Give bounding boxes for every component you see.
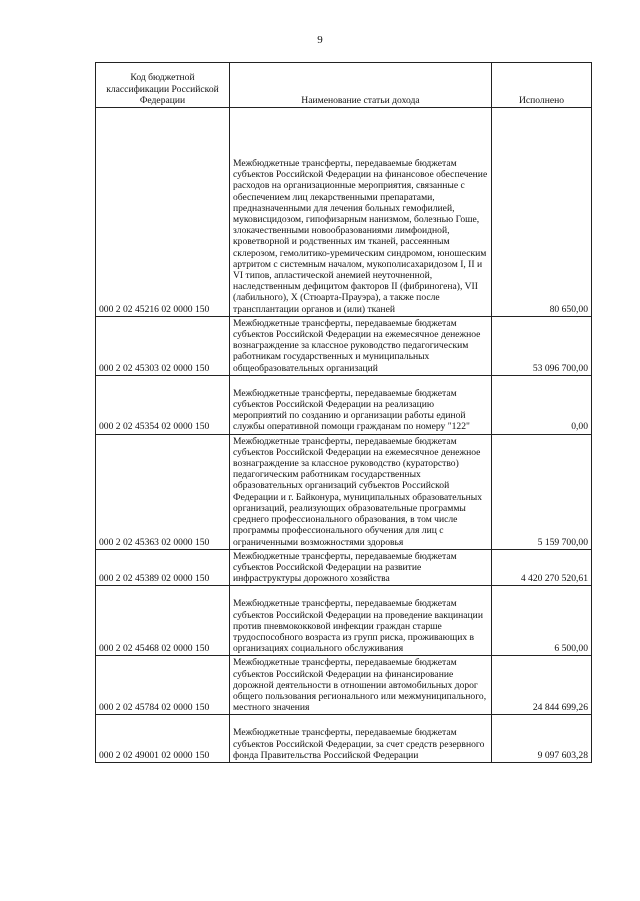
executed-amount: 9 097 603,28 [492,715,592,763]
executed-amount: 6 500,00 [492,586,592,656]
budget-code: 000 2 02 45363 02 0000 150 [96,434,230,549]
header-revenue-name: Наименование статьи дохода [230,63,492,108]
revenue-name: Межбюджетные трансферты, передаваемые бюджетам субъектов Российской Федерации на финансирование дорожной деятельности в отношении автомобильных дорог общего пользования регионального или межмуниципального, местного значения [230,656,492,715]
header-budget-code: Код бюджетной классификации Российской Федерации [96,63,230,108]
budget-code: 000 2 02 45216 02 0000 150 [96,108,230,317]
table-header-row [96,63,592,108]
revenue-name: Межбюджетные трансферты, передаваемые бюджетам субъектов Российской Федерации на проведение вакцинации против пневмококковой инфекции граждан старше трудоспособного возраста из групп риска, проживающих в организациях социального обслуживания [230,586,492,656]
budget-code: 000 2 02 45354 02 0000 150 [96,375,230,434]
page-number: 9 [317,34,323,46]
revenue-name: Межбюджетные трансферты, передаваемые бюджетам субъектов Российской Федерации на финансовое обеспечение расходов на организационные мероприятия, связанные с обеспечением лиц лекарственными препаратами, предназначенными для лечения больных гемофилией, муковисцидозом, гипофизарным нанизмом, болезнью Гоше, злокачественными новообразованиями лимфоидной, кроветворной и родственных им тканей, рассеянным склерозом, гемолитико-уремическим синдромом, юношеским артритом с системным началом, мукополисахаридозом I, II и VI типов, апластической анемией неуточненной, наследственным дефицитом факторов II (фибриногена), VII (лабильного), X (Стюарта-Прауэра), а также после трансплантации органов и (или) тканей [230,108,492,317]
table-row [96,549,592,586]
revenue-name: Межбюджетные трансферты, передаваемые бюджетам субъектов Российской Федерации на реализацию мероприятий по созданию и организации работы единой службы оперативной помощи гражданам по номеру "122" [230,375,492,434]
executed-amount: 5 159 700,00 [492,434,592,549]
revenue-name: Межбюджетные трансферты, передаваемые бюджетам субъектов Российской Федерации на ежемесячное денежное вознаграждение за классное руководство педагогическим работникам государственных и муниципальных общеобразовательных организаций [230,316,492,375]
budget-revenue-table [95,62,592,763]
revenue-name: Межбюджетные трансферты, передаваемые бюджетам субъектов Российской Федерации на развитие инфраструктуры дорожного хозяйства [230,549,492,586]
executed-amount: 24 844 699,26 [492,656,592,715]
table-row [96,108,592,317]
revenue-name: Межбюджетные трансферты, передаваемые бюджетам субъектов Российской Федерации, за счет средств резервного фонда Правительства Российской Федерации [230,715,492,763]
table-row [96,656,592,715]
table-row [96,375,592,434]
executed-amount: 80 650,00 [492,108,592,317]
budget-code: 000 2 02 45389 02 0000 150 [96,549,230,586]
executed-amount: 4 420 270 520,61 [492,549,592,586]
table-row [96,586,592,656]
budget-code: 000 2 02 45468 02 0000 150 [96,586,230,656]
table-row [96,715,592,763]
budget-code: 000 2 02 45303 02 0000 150 [96,316,230,375]
executed-amount: 53 096 700,00 [492,316,592,375]
revenue-name: Межбюджетные трансферты, передаваемые бюджетам субъектов Российской Федерации на ежемесячное денежное вознаграждение за классное руководство (кураторство) педагогическим работникам государственных образовательных организаций субъектов Российской Федерации и г. Байконура, муниципальных образовательных организаций, реализующих образовательные программы среднего профессионального образования, в том числе программы профессионального обучения для лиц с ограниченными возможностями здоровья [230,434,492,549]
header-executed: Исполнено [492,63,592,108]
budget-code: 000 2 02 45784 02 0000 150 [96,656,230,715]
executed-amount: 0,00 [492,375,592,434]
table-row [96,316,592,375]
budget-code: 000 2 02 49001 02 0000 150 [96,715,230,763]
table-row [96,434,592,549]
